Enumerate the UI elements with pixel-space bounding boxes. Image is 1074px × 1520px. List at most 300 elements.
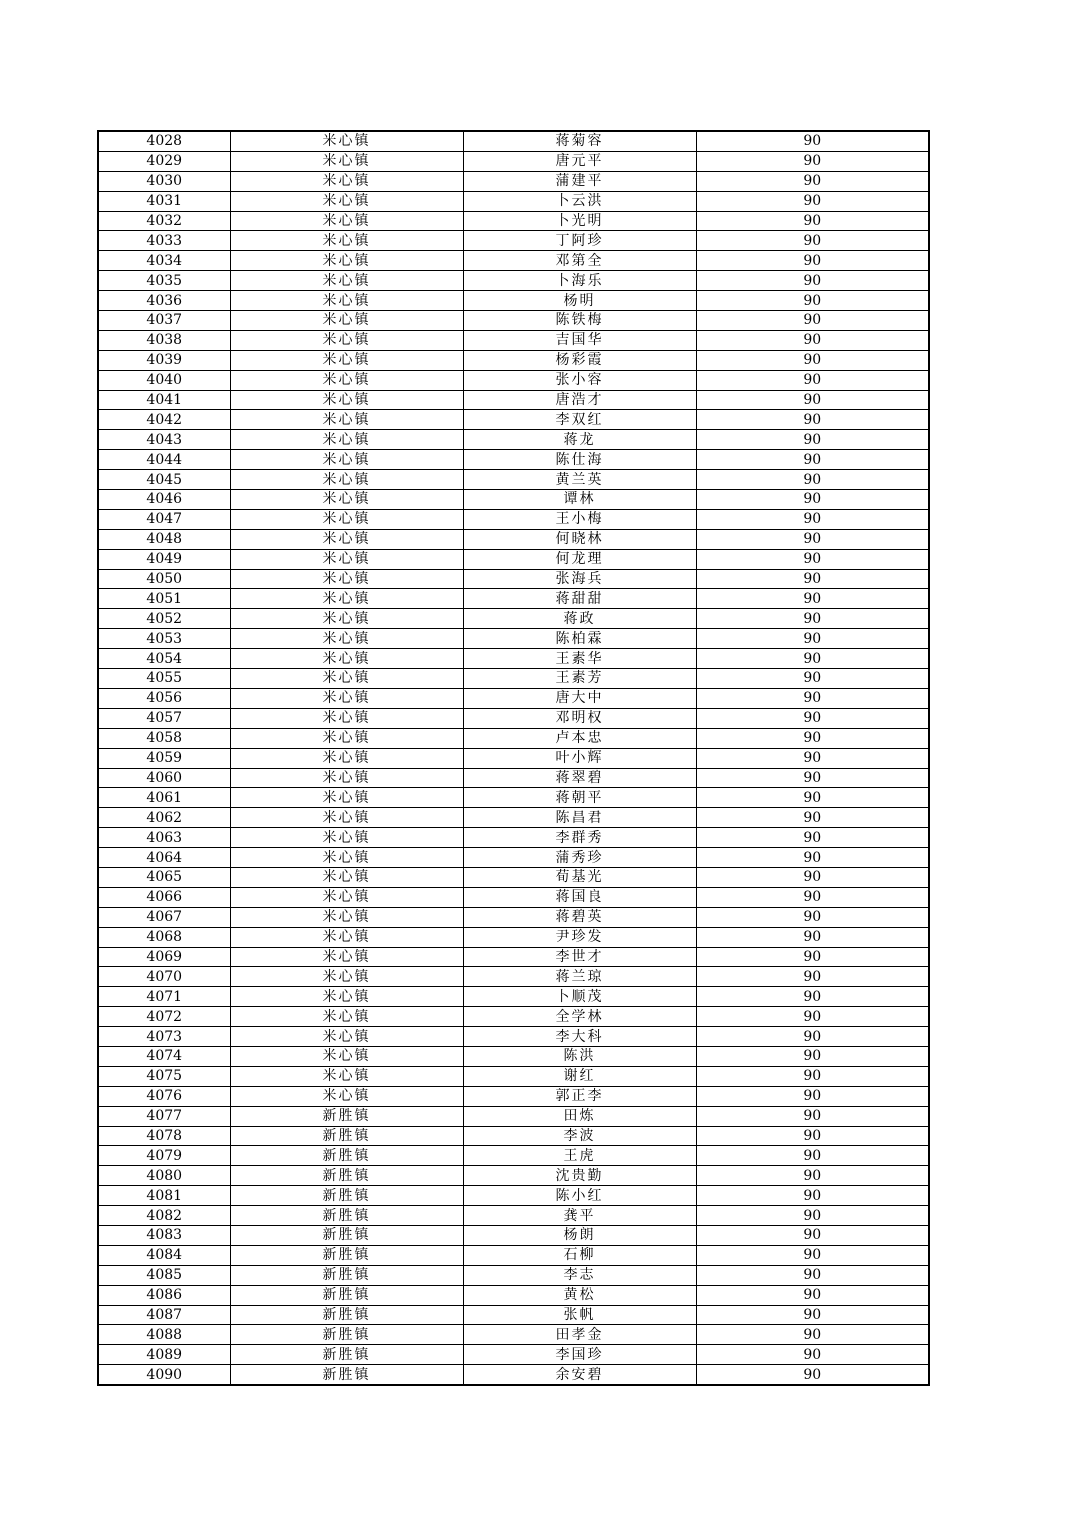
town-cell: 新胜镇 xyxy=(230,1206,463,1226)
name-cell: 吉国华 xyxy=(463,330,696,350)
row-number-cell: 4042 xyxy=(98,410,230,430)
score-cell: 90 xyxy=(696,848,929,868)
score-cell: 90 xyxy=(696,1007,929,1027)
score-cell: 90 xyxy=(696,887,929,907)
town-cell: 米心镇 xyxy=(230,649,463,669)
name-cell: 龚平 xyxy=(463,1206,696,1226)
row-number-cell: 4031 xyxy=(98,191,230,211)
row-number-cell: 4053 xyxy=(98,629,230,649)
table-row xyxy=(98,151,929,171)
score-cell: 90 xyxy=(696,311,929,331)
score-cell: 90 xyxy=(696,967,929,987)
table-row xyxy=(98,410,929,430)
row-number-cell: 4088 xyxy=(98,1325,230,1345)
town-cell: 米心镇 xyxy=(230,311,463,331)
score-cell: 90 xyxy=(696,410,929,430)
table-row xyxy=(98,350,929,370)
town-cell: 米心镇 xyxy=(230,688,463,708)
row-number-cell: 4073 xyxy=(98,1027,230,1047)
score-cell: 90 xyxy=(696,211,929,231)
name-cell: 何晓林 xyxy=(463,529,696,549)
name-cell: 李双红 xyxy=(463,410,696,430)
row-number-cell: 4055 xyxy=(98,669,230,689)
table-row xyxy=(98,1345,929,1365)
town-cell: 新胜镇 xyxy=(230,1345,463,1365)
row-number-cell: 4071 xyxy=(98,987,230,1007)
score-cell: 90 xyxy=(696,1186,929,1206)
score-cell: 90 xyxy=(696,1225,929,1245)
score-cell: 90 xyxy=(696,1325,929,1345)
score-cell: 90 xyxy=(696,609,929,629)
row-number-cell: 4049 xyxy=(98,549,230,569)
name-cell: 卜光明 xyxy=(463,211,696,231)
name-cell: 陈小红 xyxy=(463,1186,696,1206)
table-row xyxy=(98,609,929,629)
row-number-cell: 4072 xyxy=(98,1007,230,1027)
town-cell: 米心镇 xyxy=(230,907,463,927)
table-row xyxy=(98,370,929,390)
name-cell: 王素芳 xyxy=(463,669,696,689)
row-number-cell: 4074 xyxy=(98,1046,230,1066)
row-number-cell: 4082 xyxy=(98,1206,230,1226)
town-cell: 新胜镇 xyxy=(230,1166,463,1186)
table-row xyxy=(98,887,929,907)
name-cell: 唐大中 xyxy=(463,688,696,708)
table-row xyxy=(98,688,929,708)
table-row xyxy=(98,1027,929,1047)
row-number-cell: 4057 xyxy=(98,708,230,728)
town-cell: 米心镇 xyxy=(230,271,463,291)
score-cell: 90 xyxy=(696,808,929,828)
row-number-cell: 4078 xyxy=(98,1126,230,1146)
table-row xyxy=(98,171,929,191)
town-cell: 新胜镇 xyxy=(230,1325,463,1345)
score-cell: 90 xyxy=(696,589,929,609)
town-cell: 米心镇 xyxy=(230,808,463,828)
town-cell: 新胜镇 xyxy=(230,1305,463,1325)
table-row xyxy=(98,1146,929,1166)
name-cell: 蒋政 xyxy=(463,609,696,629)
score-cell: 90 xyxy=(696,1265,929,1285)
row-number-cell: 4050 xyxy=(98,569,230,589)
score-cell: 90 xyxy=(696,470,929,490)
row-number-cell: 4061 xyxy=(98,788,230,808)
name-cell: 李大科 xyxy=(463,1027,696,1047)
row-number-cell: 4084 xyxy=(98,1245,230,1265)
score-cell: 90 xyxy=(696,728,929,748)
name-cell: 张海兵 xyxy=(463,569,696,589)
row-number-cell: 4081 xyxy=(98,1186,230,1206)
table-row xyxy=(98,828,929,848)
town-cell: 米心镇 xyxy=(230,1007,463,1027)
table-row xyxy=(98,1325,929,1345)
score-cell: 90 xyxy=(696,768,929,788)
row-number-cell: 4090 xyxy=(98,1365,230,1385)
score-cell: 90 xyxy=(696,291,929,311)
row-number-cell: 4079 xyxy=(98,1146,230,1166)
name-cell: 全学林 xyxy=(463,1007,696,1027)
row-number-cell: 4070 xyxy=(98,967,230,987)
table-row xyxy=(98,848,929,868)
row-number-cell: 4060 xyxy=(98,768,230,788)
score-cell: 90 xyxy=(696,390,929,410)
town-cell: 米心镇 xyxy=(230,788,463,808)
table-row xyxy=(98,131,929,151)
row-number-cell: 4034 xyxy=(98,251,230,271)
row-number-cell: 4044 xyxy=(98,450,230,470)
town-cell: 米心镇 xyxy=(230,589,463,609)
score-cell: 90 xyxy=(696,1066,929,1086)
table-row xyxy=(98,907,929,927)
row-number-cell: 4066 xyxy=(98,887,230,907)
table-row xyxy=(98,649,929,669)
town-cell: 米心镇 xyxy=(230,967,463,987)
name-cell: 陈洪 xyxy=(463,1046,696,1066)
row-number-cell: 4075 xyxy=(98,1066,230,1086)
table-row xyxy=(98,450,929,470)
score-cell: 90 xyxy=(696,251,929,271)
town-cell: 米心镇 xyxy=(230,569,463,589)
table-row xyxy=(98,509,929,529)
score-cell: 90 xyxy=(696,867,929,887)
name-cell: 陈仕海 xyxy=(463,450,696,470)
row-number-cell: 4054 xyxy=(98,649,230,669)
table-row xyxy=(98,1066,929,1086)
score-cell: 90 xyxy=(696,1106,929,1126)
row-number-cell: 4068 xyxy=(98,927,230,947)
score-cell: 90 xyxy=(696,1027,929,1047)
town-cell: 米心镇 xyxy=(230,867,463,887)
score-cell: 90 xyxy=(696,1206,929,1226)
row-number-cell: 4077 xyxy=(98,1106,230,1126)
table-row xyxy=(98,291,929,311)
row-number-cell: 4051 xyxy=(98,589,230,609)
name-cell: 蒋碧英 xyxy=(463,907,696,927)
score-cell: 90 xyxy=(696,1345,929,1365)
town-cell: 米心镇 xyxy=(230,251,463,271)
town-cell: 米心镇 xyxy=(230,171,463,191)
table-row xyxy=(98,1206,929,1226)
table-row xyxy=(98,529,929,549)
name-cell: 蒋兰琼 xyxy=(463,967,696,987)
town-cell: 米心镇 xyxy=(230,887,463,907)
table-row xyxy=(98,1186,929,1206)
data-table xyxy=(97,130,930,1386)
name-cell: 余安碧 xyxy=(463,1365,696,1385)
row-number-cell: 4039 xyxy=(98,350,230,370)
name-cell: 邓明权 xyxy=(463,708,696,728)
name-cell: 李志 xyxy=(463,1265,696,1285)
town-cell: 米心镇 xyxy=(230,669,463,689)
row-number-cell: 4029 xyxy=(98,151,230,171)
score-cell: 90 xyxy=(696,649,929,669)
score-cell: 90 xyxy=(696,1285,929,1305)
score-cell: 90 xyxy=(696,1146,929,1166)
row-number-cell: 4036 xyxy=(98,291,230,311)
table-row xyxy=(98,1245,929,1265)
town-cell: 米心镇 xyxy=(230,848,463,868)
table-row xyxy=(98,927,929,947)
name-cell: 蒋甜甜 xyxy=(463,589,696,609)
row-number-cell: 4089 xyxy=(98,1345,230,1365)
score-cell: 90 xyxy=(696,271,929,291)
score-cell: 90 xyxy=(696,191,929,211)
table-row xyxy=(98,748,929,768)
score-cell: 90 xyxy=(696,788,929,808)
town-cell: 米心镇 xyxy=(230,350,463,370)
row-number-cell: 4067 xyxy=(98,907,230,927)
name-cell: 李群秀 xyxy=(463,828,696,848)
score-cell: 90 xyxy=(696,569,929,589)
table-row xyxy=(98,1046,929,1066)
table-row xyxy=(98,808,929,828)
name-cell: 卜顺茂 xyxy=(463,987,696,1007)
score-cell: 90 xyxy=(696,450,929,470)
table-row xyxy=(98,470,929,490)
town-cell: 米心镇 xyxy=(230,629,463,649)
town-cell: 米心镇 xyxy=(230,330,463,350)
row-number-cell: 4076 xyxy=(98,1086,230,1106)
name-cell: 黄松 xyxy=(463,1285,696,1305)
row-number-cell: 4087 xyxy=(98,1305,230,1325)
town-cell: 米心镇 xyxy=(230,131,463,151)
town-cell: 新胜镇 xyxy=(230,1186,463,1206)
row-number-cell: 4032 xyxy=(98,211,230,231)
score-cell: 90 xyxy=(696,708,929,728)
row-number-cell: 4037 xyxy=(98,311,230,331)
name-cell: 丁阿珍 xyxy=(463,231,696,251)
row-number-cell: 4085 xyxy=(98,1265,230,1285)
name-cell: 荀基光 xyxy=(463,867,696,887)
table-row xyxy=(98,728,929,748)
name-cell: 唐元平 xyxy=(463,151,696,171)
table-row xyxy=(98,1166,929,1186)
table-row xyxy=(98,967,929,987)
town-cell: 米心镇 xyxy=(230,1046,463,1066)
town-cell: 米心镇 xyxy=(230,370,463,390)
name-cell: 蒋龙 xyxy=(463,430,696,450)
table-row xyxy=(98,708,929,728)
table-row xyxy=(98,311,929,331)
row-number-cell: 4043 xyxy=(98,430,230,450)
row-number-cell: 4058 xyxy=(98,728,230,748)
town-cell: 新胜镇 xyxy=(230,1106,463,1126)
table-body xyxy=(98,131,929,1385)
name-cell: 蒋菊容 xyxy=(463,131,696,151)
town-cell: 米心镇 xyxy=(230,708,463,728)
name-cell: 郭正李 xyxy=(463,1086,696,1106)
score-cell: 90 xyxy=(696,131,929,151)
row-number-cell: 4052 xyxy=(98,609,230,629)
town-cell: 米心镇 xyxy=(230,1066,463,1086)
row-number-cell: 4083 xyxy=(98,1225,230,1245)
town-cell: 米心镇 xyxy=(230,291,463,311)
name-cell: 卜云洪 xyxy=(463,191,696,211)
table-row xyxy=(98,271,929,291)
score-cell: 90 xyxy=(696,1086,929,1106)
name-cell: 谢红 xyxy=(463,1066,696,1086)
name-cell: 李波 xyxy=(463,1126,696,1146)
town-cell: 米心镇 xyxy=(230,450,463,470)
row-number-cell: 4065 xyxy=(98,867,230,887)
name-cell: 黄兰英 xyxy=(463,470,696,490)
town-cell: 米心镇 xyxy=(230,748,463,768)
town-cell: 新胜镇 xyxy=(230,1365,463,1385)
table-row xyxy=(98,788,929,808)
score-cell: 90 xyxy=(696,748,929,768)
row-number-cell: 4040 xyxy=(98,370,230,390)
town-cell: 米心镇 xyxy=(230,549,463,569)
table-row xyxy=(98,1305,929,1325)
table-row xyxy=(98,231,929,251)
score-cell: 90 xyxy=(696,430,929,450)
score-cell: 90 xyxy=(696,1046,929,1066)
row-number-cell: 4063 xyxy=(98,828,230,848)
score-cell: 90 xyxy=(696,629,929,649)
row-number-cell: 4045 xyxy=(98,470,230,490)
town-cell: 新胜镇 xyxy=(230,1126,463,1146)
score-cell: 90 xyxy=(696,330,929,350)
row-number-cell: 4035 xyxy=(98,271,230,291)
table-row xyxy=(98,390,929,410)
score-cell: 90 xyxy=(696,688,929,708)
table-row xyxy=(98,1285,929,1305)
name-cell: 何龙理 xyxy=(463,549,696,569)
score-cell: 90 xyxy=(696,828,929,848)
score-cell: 90 xyxy=(696,350,929,370)
name-cell: 卢本忠 xyxy=(463,728,696,748)
town-cell: 新胜镇 xyxy=(230,1265,463,1285)
score-cell: 90 xyxy=(696,171,929,191)
row-number-cell: 4030 xyxy=(98,171,230,191)
score-cell: 90 xyxy=(696,151,929,171)
score-cell: 90 xyxy=(696,370,929,390)
name-cell: 陈昌君 xyxy=(463,808,696,828)
name-cell: 李国珍 xyxy=(463,1345,696,1365)
name-cell: 王小梅 xyxy=(463,509,696,529)
town-cell: 新胜镇 xyxy=(230,1285,463,1305)
town-cell: 米心镇 xyxy=(230,509,463,529)
town-cell: 米心镇 xyxy=(230,430,463,450)
town-cell: 米心镇 xyxy=(230,191,463,211)
row-number-cell: 4038 xyxy=(98,330,230,350)
table-row xyxy=(98,1007,929,1027)
row-number-cell: 4033 xyxy=(98,231,230,251)
score-cell: 90 xyxy=(696,1365,929,1385)
table-row xyxy=(98,330,929,350)
town-cell: 米心镇 xyxy=(230,410,463,430)
table-row xyxy=(98,629,929,649)
table-row xyxy=(98,1086,929,1106)
town-cell: 米心镇 xyxy=(230,490,463,510)
name-cell: 蒲秀珍 xyxy=(463,848,696,868)
table-row xyxy=(98,490,929,510)
table-row xyxy=(98,191,929,211)
name-cell: 杨明 xyxy=(463,291,696,311)
name-cell: 蒲建平 xyxy=(463,171,696,191)
row-number-cell: 4056 xyxy=(98,688,230,708)
score-cell: 90 xyxy=(696,549,929,569)
name-cell: 蒋国良 xyxy=(463,887,696,907)
score-cell: 90 xyxy=(696,490,929,510)
table-row xyxy=(98,1126,929,1146)
town-cell: 米心镇 xyxy=(230,151,463,171)
score-cell: 90 xyxy=(696,509,929,529)
score-cell: 90 xyxy=(696,907,929,927)
name-cell: 陈柏霖 xyxy=(463,629,696,649)
row-number-cell: 4064 xyxy=(98,848,230,868)
table-row xyxy=(98,1225,929,1245)
town-cell: 米心镇 xyxy=(230,231,463,251)
score-cell: 90 xyxy=(696,987,929,1007)
score-cell: 90 xyxy=(696,1245,929,1265)
score-cell: 90 xyxy=(696,1305,929,1325)
name-cell: 唐浩才 xyxy=(463,390,696,410)
table-row xyxy=(98,211,929,231)
town-cell: 米心镇 xyxy=(230,1086,463,1106)
row-number-cell: 4041 xyxy=(98,390,230,410)
name-cell: 蒋朝平 xyxy=(463,788,696,808)
name-cell: 卜海乐 xyxy=(463,271,696,291)
name-cell: 王素华 xyxy=(463,649,696,669)
score-cell: 90 xyxy=(696,1166,929,1186)
name-cell: 沈贵勤 xyxy=(463,1166,696,1186)
town-cell: 米心镇 xyxy=(230,211,463,231)
name-cell: 邓第全 xyxy=(463,251,696,271)
row-number-cell: 4047 xyxy=(98,509,230,529)
name-cell: 杨彩霞 xyxy=(463,350,696,370)
name-cell: 张帆 xyxy=(463,1305,696,1325)
town-cell: 米心镇 xyxy=(230,529,463,549)
score-cell: 90 xyxy=(696,231,929,251)
name-cell: 叶小辉 xyxy=(463,748,696,768)
town-cell: 米心镇 xyxy=(230,609,463,629)
row-number-cell: 4048 xyxy=(98,529,230,549)
row-number-cell: 4059 xyxy=(98,748,230,768)
town-cell: 米心镇 xyxy=(230,947,463,967)
table-row xyxy=(98,768,929,788)
row-number-cell: 4069 xyxy=(98,947,230,967)
town-cell: 米心镇 xyxy=(230,390,463,410)
row-number-cell: 4046 xyxy=(98,490,230,510)
town-cell: 米心镇 xyxy=(230,470,463,490)
name-cell: 田孝金 xyxy=(463,1325,696,1345)
name-cell: 陈铁梅 xyxy=(463,311,696,331)
name-cell: 蒋翠碧 xyxy=(463,768,696,788)
table-row xyxy=(98,987,929,1007)
score-cell: 90 xyxy=(696,529,929,549)
row-number-cell: 4062 xyxy=(98,808,230,828)
town-cell: 米心镇 xyxy=(230,927,463,947)
row-number-cell: 4028 xyxy=(98,131,230,151)
name-cell: 王虎 xyxy=(463,1146,696,1166)
name-cell: 谭林 xyxy=(463,490,696,510)
table-row xyxy=(98,430,929,450)
name-cell: 石柳 xyxy=(463,1245,696,1265)
town-cell: 新胜镇 xyxy=(230,1245,463,1265)
score-cell: 90 xyxy=(696,947,929,967)
table-row xyxy=(98,589,929,609)
table-row xyxy=(98,1365,929,1385)
name-cell: 田炼 xyxy=(463,1106,696,1126)
table-row xyxy=(98,549,929,569)
row-number-cell: 4080 xyxy=(98,1166,230,1186)
name-cell: 李世才 xyxy=(463,947,696,967)
table-row xyxy=(98,569,929,589)
town-cell: 米心镇 xyxy=(230,828,463,848)
table-row xyxy=(98,947,929,967)
town-cell: 米心镇 xyxy=(230,987,463,1007)
